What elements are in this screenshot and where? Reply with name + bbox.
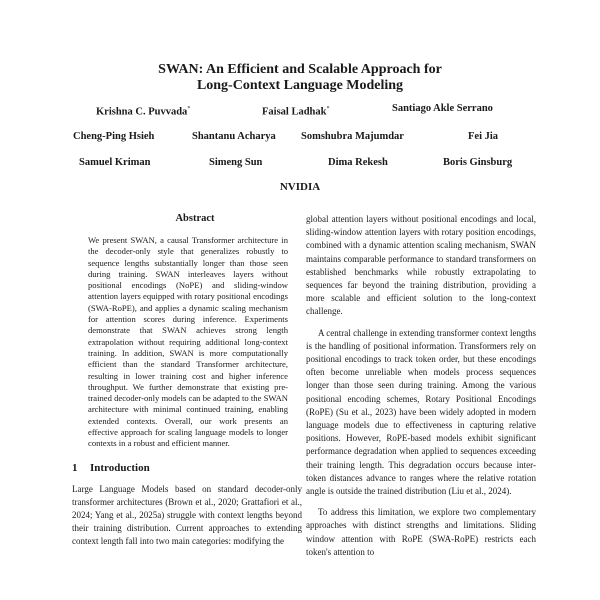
- section-title: Introduction: [90, 461, 150, 474]
- author-name: [443, 157, 512, 169]
- title-line-1: SWAN: An Efficient and Scalable Approach for: [158, 62, 442, 77]
- section-heading: [72, 462, 302, 474]
- author-name-text: Faisal Ladhak: [262, 106, 327, 118]
- author-name-text: Fei Jia: [468, 131, 499, 142]
- author-name-text: Samuel Kriman: [79, 157, 151, 168]
- author-name: [301, 131, 404, 143]
- author-name-text: Cheng-Ping Hsieh: [73, 131, 155, 142]
- equal-contribution-mark: *: [187, 106, 191, 112]
- intro-paragraph: Large Language Models based on standard decoder-only transformer architectures (Brown et al., 2020; Grattafiori et al., 2024; Yang et al., 2025a) struggle with context lengths beyond their training distribution. Current approaches to extending context length fall into two main categories: modifying the: [72, 483, 302, 547]
- author-name-text: Krishna C. Puvvada: [96, 106, 188, 118]
- author-name: [79, 157, 150, 169]
- abstract-text: We present SWAN, a causal Transformer architecture in the decoder-only style that generalizes robustly to sequence lengths substantially longer than those seen during training. SWAN interleaves layers without positional encodings (NoPE) and sliding-window attention layers equipped with rotary positional encodings (SWA-RoPE), and applies a dynamic scaling mechanism for attention scores during inference. Experiments demonstrate that SWAN achieves strong length extrapolation without requiring additional long-context training. In addition, SWAN is more computationally efficient than the standard Transformer architecture, resulting in lower training cost and higher inference throughput. We further demonstrate that existing pre-trained decoder-only models can be adapted to the SWAN architecture with minimal continued training, enabling extended contexts. Overall, our work presents an effective approach for scaling language models to longer contexts in a robust and efficient manner.: [88, 235, 288, 449]
- title-line-2: Long-Context Language Modeling: [196, 78, 404, 93]
- author-name-text: Simeng Sun: [209, 157, 263, 168]
- author-name: [468, 131, 498, 143]
- body-paragraph: global attention layers without positional encodings and local, sliding-window attention layers with rotary position encodings, combined with a dynamic attention scaling mechanism, SWAN maintains comparable performance to standard transformers on established benchmarks while robustly extrapolating to sequences far beyond the training distribution, providing a more scalable and efficient solution to the long-context challenge.: [306, 214, 536, 317]
- body-paragraph: A central challenge in extending transformer context lengths is the handling of positional information. Transformers rely on positional encodings to track token order, but these encodings often become unreliable when models process sequences longer than those seen during training. Among the various positional encoding schemes, Rotary Positional Encodings (RoPE) (Su et al., 2023) have been widely adopted in modern language models due to effectiveness in capturing relative positions. However, RoPE-based models exhibit significant performance degradation when applied to sequences exceeding their training length. This degradation occurs because inter-token distances advance to ranges where the relative rotation angle is outside the trained distribution (Liu et al., 2024).: [306, 327, 536, 497]
- abstract-heading: Abstract: [175, 213, 215, 224]
- author-name: [262, 103, 329, 119]
- equal-contribution-mark: *: [326, 106, 330, 112]
- author-name: [73, 131, 154, 143]
- section-number: 1: [72, 461, 78, 474]
- author-name-text: Santiago Akle Serrano: [392, 103, 493, 114]
- body-paragraph: To address this limitation, we explore two complementary approaches with distinct strengths and limitations. Sliding window attention with RoPE (SWA-RoPE) restricts each token's attention to: [306, 507, 536, 557]
- author-name: [209, 157, 262, 169]
- author-name-text: Boris Ginsburg: [443, 157, 513, 168]
- left-column: [72, 213, 302, 549]
- affiliation: NVIDIA: [279, 181, 321, 193]
- author-name-text: Somshubra Majumdar: [301, 131, 404, 142]
- paper-title: [0, 62, 600, 94]
- author-name-text: Dima Rekesh: [328, 157, 388, 168]
- author-name: [192, 131, 276, 143]
- author-name: [392, 103, 493, 115]
- author-name-text: Shantanu Acharya: [192, 131, 276, 142]
- author-name: [96, 103, 190, 119]
- right-column: [306, 213, 536, 559]
- author-name: [328, 157, 388, 169]
